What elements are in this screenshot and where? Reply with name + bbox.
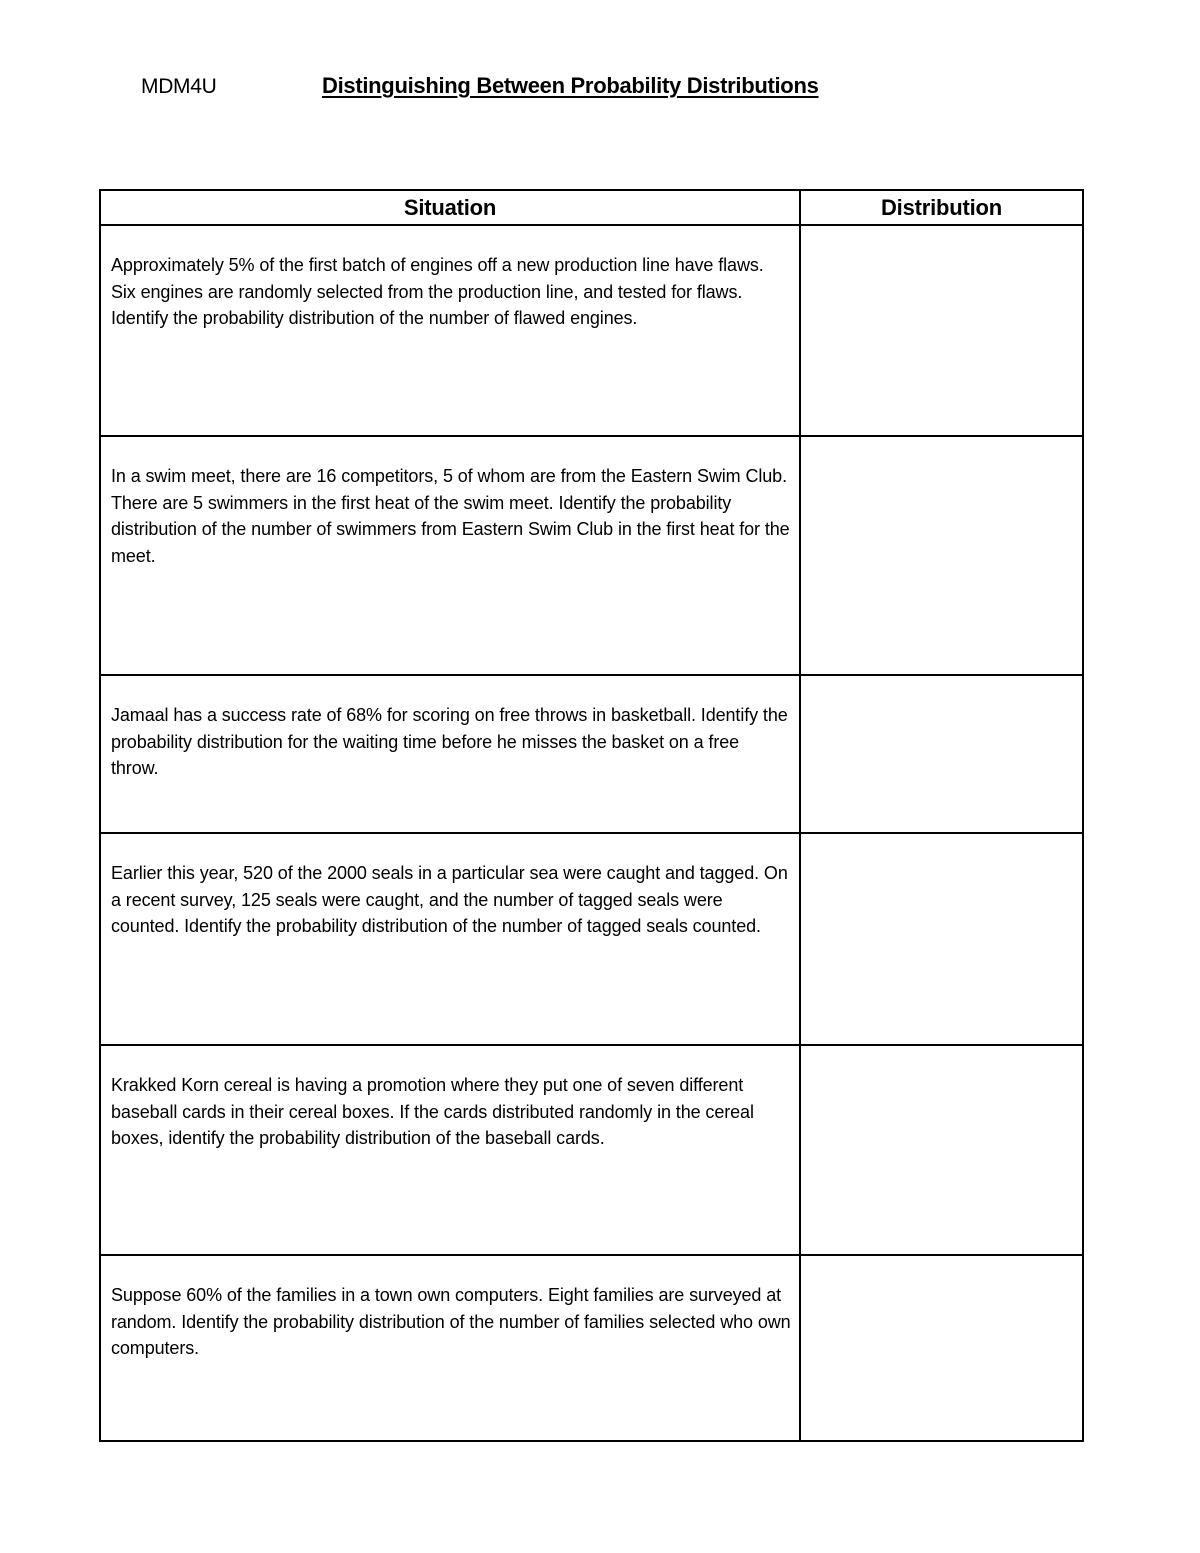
distribution-answer-cell[interactable] xyxy=(800,225,1083,436)
distribution-answer-cell[interactable] xyxy=(800,436,1083,675)
table-row xyxy=(100,1045,1083,1255)
table-row xyxy=(100,225,1083,436)
situation-text: Jamaal has a success rate of 68% for scoring on free throws in basketball. Identify the probability distribution for the waiting time before he misses the basket on a free throw. xyxy=(111,705,788,778)
situation-text: Suppose 60% of the families in a town own computers. Eight families are surveyed at random. Identify the probability distribution of the number of families selected who own computers. xyxy=(111,1285,791,1358)
situation-cell xyxy=(100,1045,800,1255)
distribution-answer-cell[interactable] xyxy=(800,1045,1083,1255)
distribution-answer-cell[interactable] xyxy=(800,1255,1083,1441)
distribution-answer-cell[interactable] xyxy=(800,833,1083,1045)
table-header-row xyxy=(100,190,1083,225)
situation-cell xyxy=(100,1255,800,1441)
distribution-table xyxy=(99,189,1084,1442)
situation-text: Krakked Korn cereal is having a promotion where they put one of seven different baseball cards in their cereal boxes. If the cards distributed randomly in the cereal boxes, identify the probability distribution of the baseball cards. xyxy=(111,1075,754,1148)
table-row xyxy=(100,436,1083,675)
column-header-distribution: Distribution xyxy=(800,190,1083,225)
course-code: MDM4U xyxy=(141,75,217,98)
situation-cell xyxy=(100,675,800,833)
table-row xyxy=(100,833,1083,1045)
distribution-answer-cell[interactable] xyxy=(800,675,1083,833)
situation-text: Earlier this year, 520 of the 2000 seals in a particular sea were caught and tagged. On a recent survey, 125 seals were caught, and the number of tagged seals were counted. Identify the probability distribution of the number of tagged seals counted. xyxy=(111,863,788,936)
situation-cell xyxy=(100,436,800,675)
table-row xyxy=(100,1255,1083,1441)
page-title: Distinguishing Between Probability Distributions xyxy=(322,73,819,98)
situation-cell xyxy=(100,225,800,436)
situation-text: In a swim meet, there are 16 competitors, 5 of whom are from the Eastern Swim Club. There are 5 swimmers in the first heat of the swim meet. Identify the probability distribution of the number of swimmers from Eastern Swim Club in the first heat for the meet. xyxy=(111,466,790,566)
situation-text: Approximately 5% of the first batch of engines off a new production line have flaws. Six engines are randomly selected from the production line, and tested for flaws. Identify the probability distribution of the number of flawed engines. xyxy=(111,255,764,328)
table-row xyxy=(100,675,1083,833)
column-header-situation: Situation xyxy=(100,190,800,225)
situation-cell xyxy=(100,833,800,1045)
